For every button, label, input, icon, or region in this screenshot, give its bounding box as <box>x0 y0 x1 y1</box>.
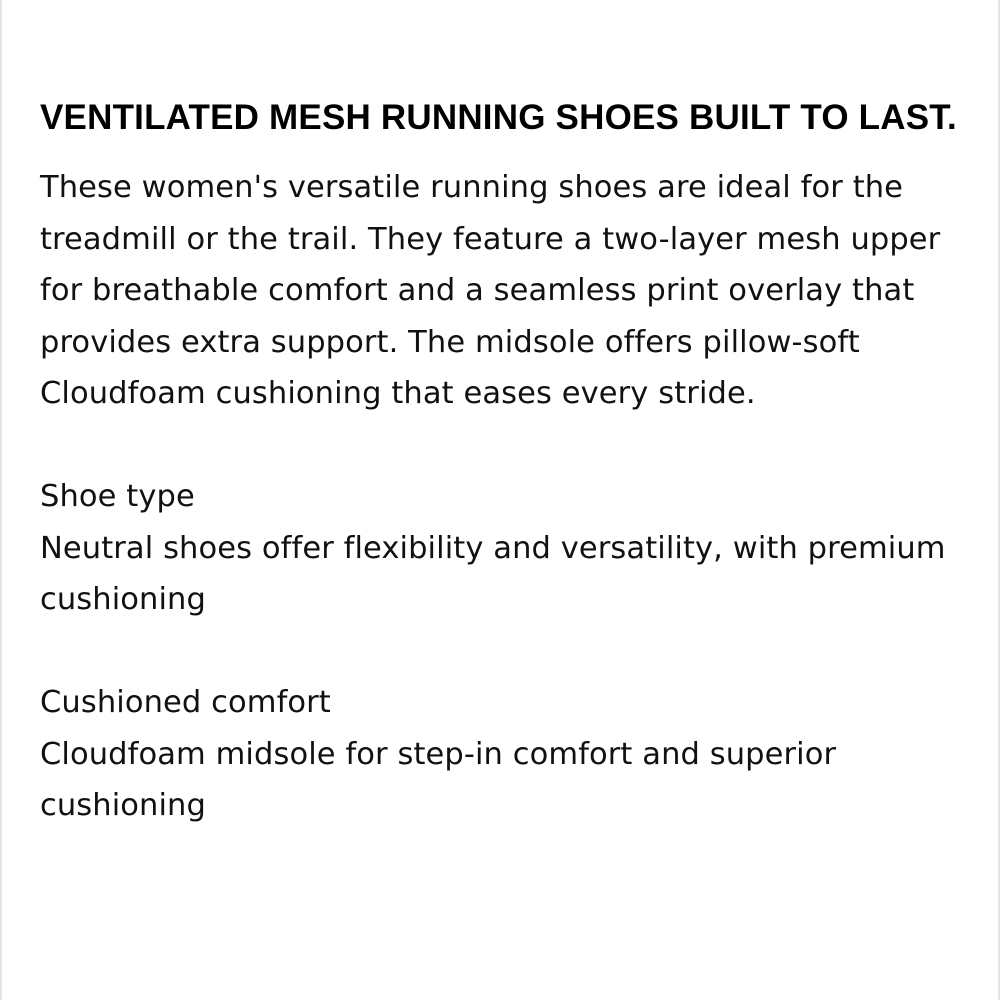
product-description: These women's versatile running shoes are ideal for the treadmill or the trail. They feature a two-layer mesh upper for breathable comfort and a seamless print overlay that provides extra support. The midsole offers pillow-soft Cloudfoam cushioning that eases every stride. <box>40 170 941 411</box>
product-details-content <box>40 90 970 832</box>
feature-title: Shoe type <box>40 479 195 514</box>
feature-title: Cushioned comfort <box>40 685 331 720</box>
feature-shoe-type <box>40 471 970 626</box>
feature-cushioned-comfort <box>40 677 970 832</box>
feature-description: Neutral shoes offer flexibility and versatility, with premium cushioning <box>40 530 946 617</box>
product-headline: VENTILATED MESH RUNNING SHOES BUILT TO LAST. <box>40 98 957 137</box>
feature-description: Cloudfoam midsole for step-in comfort and superior cushioning <box>40 736 837 823</box>
